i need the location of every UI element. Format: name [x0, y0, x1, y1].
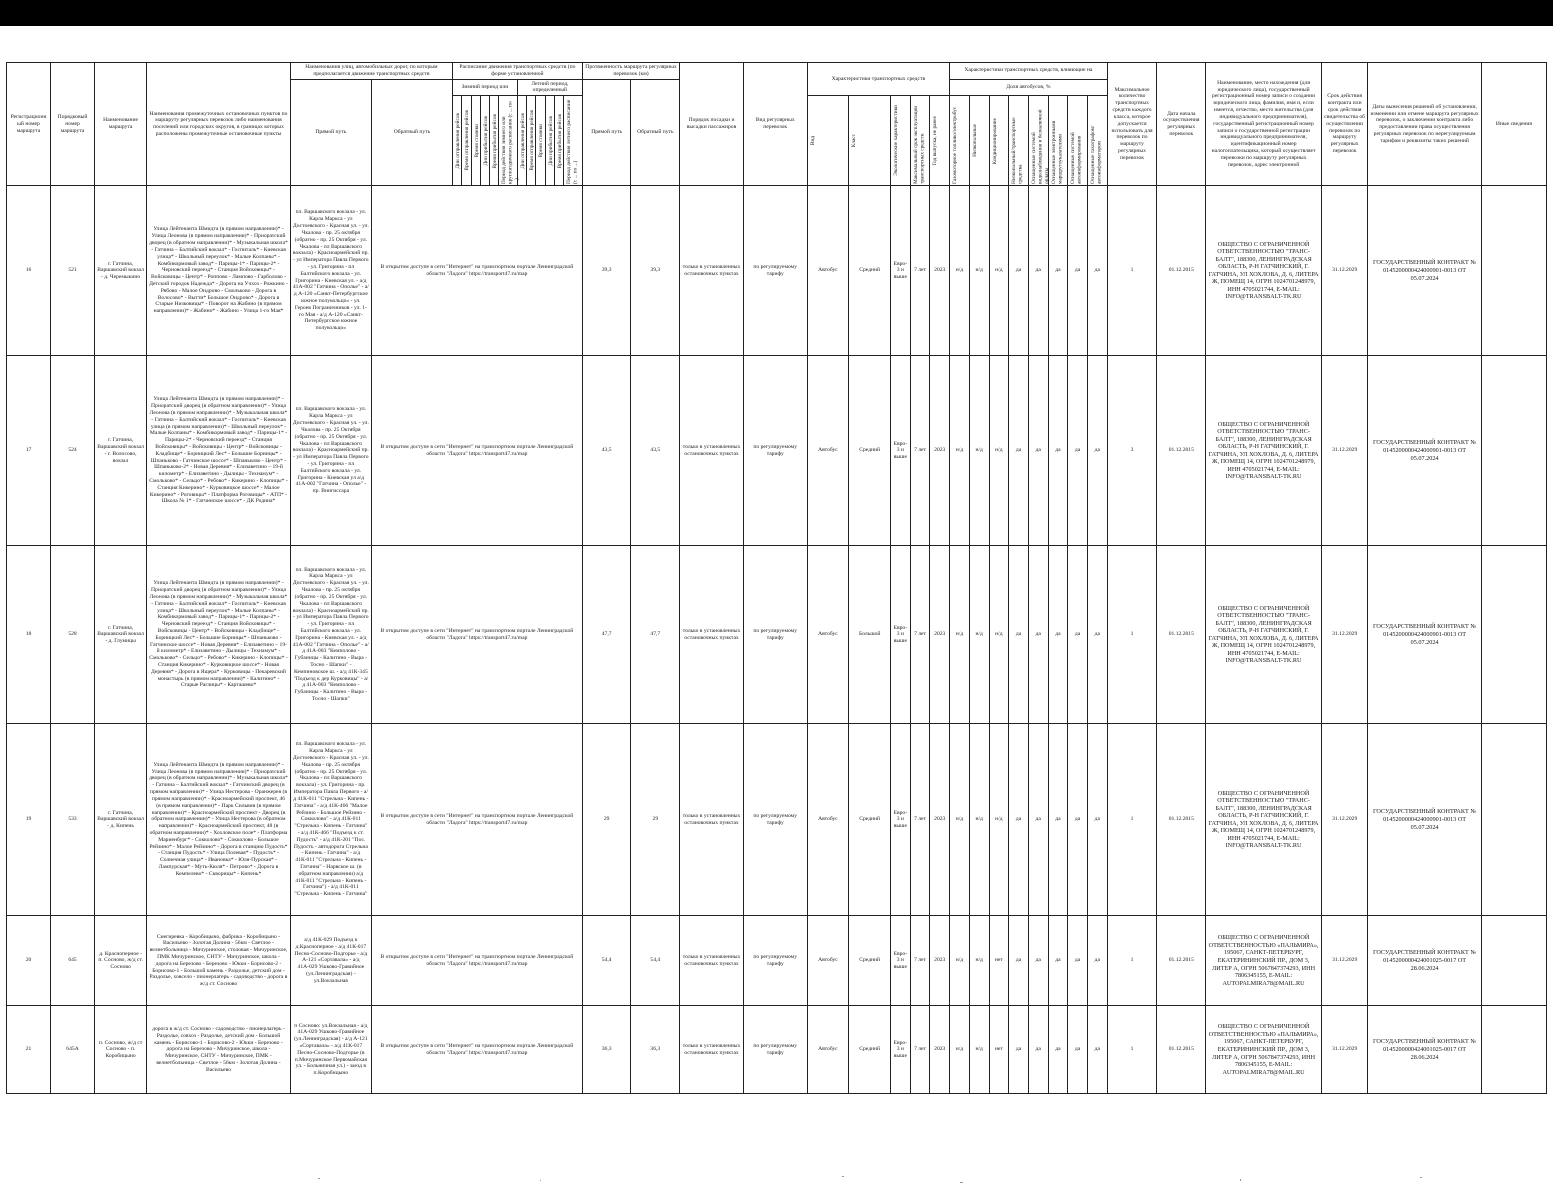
cell-length-backward: 36,3	[631, 1006, 680, 1094]
cell-length-forward: 54,4	[582, 916, 631, 1006]
cell-max-count: 1	[1107, 1006, 1157, 1094]
cell-equip-6: да	[1048, 1006, 1068, 1094]
scan-top-border	[0, 0, 1553, 26]
col-schedule-10: Дни прибытия рейсов	[545, 96, 554, 186]
cell-equip-6: да	[1048, 546, 1068, 724]
cell-reg-number: 18	[7, 546, 51, 724]
col-equip-3: Кондиционирование	[989, 96, 1009, 186]
col-vehicles-group: Характеристики транспортных средств	[807, 63, 950, 96]
col-summer: Летний период, определенный	[517, 79, 582, 96]
cell-seq-number: 521	[51, 186, 95, 356]
cell-length-forward: 47,7	[582, 546, 631, 724]
cell-route-name: г. Гатчина, Варшавский вокзал - д. Черемыкино	[95, 186, 147, 356]
cell-decision: ГОСУДАРСТВЕННЫЙ КОНТРАКТ № 0145200000424001025-0017 ОТ 28.06.2024	[1368, 1006, 1482, 1094]
col-decisions: Даты вынесения решений об установлении, изменении или отмене маршрута регулярных перевозок, о заключении контракта либо предоставлении права осуществления регулярных перевозок по нерегулируемым тарифам и реквизиты таких решений	[1368, 63, 1482, 186]
cell-equip-7: да	[1068, 916, 1088, 1006]
cell-start-date: 01.12.2015	[1157, 1006, 1206, 1094]
cell-reg-number: 20	[7, 916, 51, 1006]
col-equip-1: Газомоторное топливо/электробус	[950, 96, 970, 186]
col-schedule-3: Время стоянки	[471, 96, 480, 186]
col-veh-year: Год выпуска, не ранее	[930, 96, 950, 186]
route-register-table	[6, 62, 1547, 1094]
cell-decision: ГОСУДАРСТВЕННЫЙ КОНТРАКТ № 0145200000424001025-0017 ОТ 28.06.2024	[1368, 916, 1482, 1006]
cell-vehicle-type: Автобус	[807, 186, 849, 356]
col-schedule-group: Расписание движения транспортных средств (по форме установленной	[453, 63, 583, 80]
cell-reg-number: 16	[7, 186, 51, 356]
cell-equip-8: да	[1087, 356, 1107, 546]
col-schedule-5: Время прибытия рейсов	[490, 96, 499, 186]
cell-max-term: 7 лет	[910, 1006, 930, 1094]
cell-start-date: 01.12.2015	[1157, 916, 1206, 1006]
cell-equip-7: да	[1068, 546, 1088, 724]
cell-seq-number: 645А	[51, 1006, 95, 1094]
col-length-group: Протяженность маршрута регулярных перевозок (км)	[582, 63, 679, 80]
cell-contract-term: 31.12.2029	[1321, 916, 1367, 1006]
cell-year: 2023	[930, 186, 950, 356]
cell-eco-class: Евро-3 и выше	[891, 1006, 911, 1094]
cell-vehicle-type: Автобус	[807, 724, 849, 916]
cell-length-backward: 39,3	[631, 186, 680, 356]
cell-year: 2023	[930, 546, 950, 724]
col-reg-number: Регистрационный номер маршрута	[7, 63, 51, 186]
cell-equip-2: н/д	[969, 546, 989, 724]
cell-kind: по регулируемому тарифу	[743, 356, 807, 546]
cell-decision: ГОСУДАРСТВЕННЫЙ КОНТРАКТ № 0145200000424000901-0013 ОТ 05.07.2024	[1368, 546, 1482, 724]
col-schedule-1: Дни отправления рейсов	[453, 96, 462, 186]
cell-equip-4: да	[1009, 724, 1029, 916]
cell-equip-4: да	[1009, 1006, 1029, 1094]
cell-vehicle-class: Средний	[849, 916, 891, 1006]
col-route-name: Наименование маршрута	[95, 63, 147, 186]
cell-vehicle-type: Автобус	[807, 916, 849, 1006]
cell-max-term: 7 лет	[910, 546, 930, 724]
table-row	[7, 724, 1547, 916]
col-winter: Зимний период или	[453, 79, 518, 96]
cell-equip-6: да	[1048, 356, 1068, 546]
cell-equip-1: н/д	[950, 916, 970, 1006]
cell-equip-2: н/д	[969, 916, 989, 1006]
col-equip-5: Оснащенные системой видеонаблюдения и безналичной оплаты	[1028, 96, 1048, 186]
col-contract-term: Срок действия контракта или срок действия свидетельства об осуществлении перевозок по маршруту регулярных перевозок	[1321, 63, 1367, 186]
cell-other	[1481, 186, 1546, 356]
col-seq-number: Порядковый номер маршрута	[51, 63, 95, 186]
col-schedule-8: Время отправления рейсов	[527, 96, 536, 186]
cell-reg-number: 19	[7, 724, 51, 916]
cell-boarding: только в установленных остановочных пунктах	[680, 1006, 744, 1094]
cell-forward-path: пл. Варшавского вокзала - ул. Карла Маркса - ул Достоевского - Красная ул. - ул. Чкалова - пр. 25 октября (обратно - пр. 25 Октября - ул. Чкалова - пл Варшавского вокзала) - Красноармейский пр. - ул Императора Павла Первого - ул. Григорина - пл Балтийского вокзала - ул. Григорина - Киевская ул. - а/д 41А-002 "Гатчина - Ополье" - а/д А-120 «Санкт-Петербургское южное полукольцо» - ул. Героев Пограничников - ул. 1-го Мая - а/д А-120 «Санкт-Петербургское южное полукольцо»	[290, 186, 371, 356]
cell-start-date: 01.12.2015	[1157, 546, 1206, 724]
cell-other	[1481, 916, 1546, 1006]
cell-route-name: д. Красноперное - п. Сосново, ж/д ст. Сосново	[95, 916, 147, 1006]
cell-year: 2023	[930, 724, 950, 916]
cell-decision: ГОСУДАРСТВЕННЫЙ КОНТРАКТ № 0145200000424000901-0013 ОТ 05.07.2024	[1368, 186, 1482, 356]
scan-speckles	[0, 1172, 1553, 1190]
col-veh-class: Класс	[849, 96, 891, 186]
col-boarding: Порядок посадки и высадки пассажиров	[680, 63, 744, 186]
col-schedule-12: Период действия летнего расписания (с ... по ...)	[564, 96, 583, 186]
col-veh-eco: Экологические характеристики	[891, 96, 911, 186]
cell-equip-5: да	[1028, 1006, 1048, 1094]
cell-equip-1: н/д	[950, 546, 970, 724]
col-schedule-11: Время прибытия рейсов	[554, 96, 563, 186]
col-max-count: Максимальное количество транспортных средств каждого класса, которое допускается использовать для перевозок по маршруту регулярных перевозок	[1107, 63, 1157, 186]
cell-equip-1: н/д	[950, 724, 970, 916]
col-other: Иные сведения	[1481, 63, 1546, 186]
cell-carrier: ОБЩЕСТВО С ОГРАНИЧЕННОЙ ОТВЕТСТВЕННОСТЬЮ "ТРАНС-БАЛТ", 188300, ЛЕНИНГРАДСКАЯ ОБЛАСТЬ, Р-Н ГАТЧИНСКИЙ, Г. ГАТЧИНА, УЛ ХОХЛОВА, Д. 6, ЛИТЕРА Ж, ПОМЕЩ 14, ОГРН 1024701248979, ИНН 4705021744, E-MAIL: INFO@TRANSBALT-TK.RU	[1206, 724, 1322, 916]
col-equip-7: Оснащенные системой автоинформирования	[1068, 96, 1088, 186]
cell-equip-8: да	[1087, 1006, 1107, 1094]
cell-equip-3: нет	[989, 1006, 1009, 1094]
cell-length-backward: 43,5	[631, 356, 680, 546]
col-equip-8: Оснащенные тахографом/автоинформатором	[1087, 96, 1107, 186]
cell-backward-path: В открытом доступе в сети "Интернет" на транспортном портале Ленинградской области "Ладога" https://transport47.ru/map	[371, 186, 582, 356]
col-schedule-9: Время стоянки	[536, 96, 545, 186]
col-length-backward: Обратный путь	[631, 79, 680, 186]
cell-backward-path: В открытом доступе в сети "Интернет" на транспортном портале Ленинградской области "Ладога" https://transport47.ru/map	[371, 356, 582, 546]
cell-carrier: ОБЩЕСТВО С ОГРАНИЧЕННОЙ ОТВЕТСТВЕННОСТЬЮ "ТРАНС-БАЛТ", 188300, ЛЕНИНГРАДСКАЯ ОБЛАСТЬ, Р-Н ГАТЧИНСКИЙ, Г. ГАТЧИНА, УЛ ХОХЛОВА, Д. 6, ЛИТЕРА Ж, ПОМЕЩ 14, ОГРН 1024701248979, ИНН 4705021744, E-MAIL: INFO@TRANSBALT-TK.RU	[1206, 356, 1322, 546]
cell-vehicle-class: Средний	[849, 1006, 891, 1094]
cell-length-backward: 47,7	[631, 546, 680, 724]
cell-max-term: 7 лет	[910, 916, 930, 1006]
col-stops: Наименования промежуточных остановочных пунктов по маршруту регулярных перевозок либо наименования поселений или городских округов, в границах которых расположены промежуточные остановочные пункты	[147, 63, 291, 186]
cell-max-count: 1	[1107, 546, 1157, 724]
cell-equip-6: да	[1048, 186, 1068, 356]
cell-equip-7: да	[1068, 186, 1088, 356]
cell-max-count: 1	[1107, 186, 1157, 356]
cell-backward-path: В открытом доступе в сети "Интернет" на транспортном портале Ленинградской области "Ладога" https://transport47.ru/map	[371, 916, 582, 1006]
cell-equip-3: нет	[989, 916, 1009, 1006]
cell-year: 2023	[930, 356, 950, 546]
cell-eco-class: Евро-3 и выше	[891, 916, 911, 1006]
cell-equip-7: да	[1068, 356, 1088, 546]
cell-vehicle-type: Автобус	[807, 356, 849, 546]
cell-equip-6: да	[1048, 916, 1068, 1006]
cell-route-name: г. Гатчина, Варшавский вокзал - д. Глумицы	[95, 546, 147, 724]
cell-start-date: 01.12.2015	[1157, 356, 1206, 546]
cell-length-forward: 43,5	[582, 356, 631, 546]
cell-equip-7: да	[1068, 1006, 1088, 1094]
cell-equip-4: да	[1009, 356, 1029, 546]
table-row	[7, 1006, 1547, 1094]
cell-equip-5: да	[1028, 546, 1048, 724]
cell-reg-number: 17	[7, 356, 51, 546]
cell-route-name: г. Гатчина, Варшавский вокзал - г. Волосово, вокзал	[95, 356, 147, 546]
cell-length-backward: 29	[631, 724, 680, 916]
cell-equip-1: н/д	[950, 186, 970, 356]
cell-equip-3: н/д	[989, 356, 1009, 546]
cell-equip-2: н/д	[969, 724, 989, 916]
col-carrier: Наименование, место нахождения (для юридического лица), государственный регистрационный номер записи о создании юридического лица, фамилия, имя и, если имеется, отчество, место жительства (для индивидуального предпринимателя), государственный регистрационный номер записи о государственной регистрации индивидуального предпринимателя, идентификационный номер налогоплательщика, который осуществляет перевозки по маршруту регулярных перевозок, адрес электронной	[1206, 63, 1322, 186]
cell-equip-2: н/д	[969, 356, 989, 546]
col-schedule-7: Дни отправления рейсов	[517, 96, 526, 186]
cell-equip-8: да	[1087, 546, 1107, 724]
cell-stops: Улица Лейтенанта Шмидта (в прямом направлении)* - Улица Леонова (в прямом направлении)* - Приоратский дворец (в обратном направлении)* - Музыкальная школа* - Гатчина – Балтийский вокзал* - Гатчинский дворец (в прямом направлении)* - Улица Нестерова - Оранжерея (в прямом направлении)* - Красноармейский проспект, 46 (в прямом направлении)* - Парк Сильвия (в прямом направлении)* - Красноармейский проспект - Дворец (в обратном направлении)* - Улица Нестерова (в обратном направлении)* - Красноармейский проспект, 48 (в обратном направлении)* - Хохловское поле* - Платформа Мариенбург* - Сокколово* - Сокколово - Большое Рейзино* - Малое Рейзино* - Дорога в станцию Пудость* - Станция Пудость* - Улица Полевая* - Пудость* - Солнечная улица* - Ивановка* - Юля-Пурская* - Лампурская* - Муть-Кюля* - Петрово* - Дорога в Кемпелево* - Скворицы* - Кипень*	[147, 724, 291, 916]
col-length-forward: Прямой путь	[582, 79, 631, 186]
table-header	[7, 63, 1547, 186]
cell-forward-path: п Сосново: ул.Вокзальная - а/д 41А-029 Ушково-Гравийное (ул.Ленинградская) - а/д А-121 «Сортавала» - а/д 41К-017 Песно-Сосново-Подгорье (в п.Мичуринское Первомайская ул. - Больничная ул.) - заезд в п.Коробицыно	[290, 1006, 371, 1094]
cell-seq-number: 533	[51, 724, 95, 916]
cell-start-date: 01.12.2015	[1157, 724, 1206, 916]
cell-carrier: ОБЩЕСТВО С ОГРАНИЧЕННОЙ ОТВЕТСТВЕННОСТЬЮ «ПАЛЬМИРА», 195067, САНКТ-ПЕТЕРБУРГ, ЕКАТЕРИНИНСКИЙ ПР., ДОМ 3, ЛИТЕР А, ОГРН 5067847374293, ИНН 7806345155, E-MAIL: AUTOPALMIRA78@MAIL.RU	[1206, 916, 1322, 1006]
cell-stops: Улица Лейтенанта Шмидта (в прямом направлении)* - Приоратский дворец (в обратном направлении)* - Улица Леонова (в прямом направлении)* - Музыкальная школа* - Гатчина – Балтийский вокзал* - Госпиталь* - Киевская улица* - Школьный переулок* - Малые Колпаны* - Комбикормовый завод* - Парицы-1* - Парицы-2* - Черновский переезд* - Станция Войсковицы* - Войсковицы - Центр* - Войсковицы - Кладбище* - Борницкий Лес* - Большие Борницы* - Шпаньково - Гатчинское шоссе* - Новая Деревня* - Елизаветино – 19-й километр* - Елизаветино - Дылицы - Технамум* - Смольково* - Сельцо* - Ребово* - Кикерино - Клопицы* - Станция Кикерино* - Курковицкое шоссе* - Новая Деревня* - Дорога в Ящера* - Курковицы - Пекаревский монастырь (в прямом направлении)* - Калитино* - Старые Раглицы* - Карташево*	[147, 546, 291, 724]
cell-boarding: только в установленных остановочных пунктах	[680, 186, 744, 356]
cell-length-forward: 36,3	[582, 1006, 631, 1094]
cell-backward-path: В открытом доступе в сети "Интернет" на транспортном портале Ленинградской области "Ладога" https://transport47.ru/map	[371, 1006, 582, 1094]
cell-other	[1481, 724, 1546, 916]
cell-equip-5: да	[1028, 356, 1048, 546]
cell-eco-class: Евро-3 и выше	[891, 356, 911, 546]
table-row	[7, 186, 1547, 356]
cell-equip-7: да	[1068, 724, 1088, 916]
col-equip-sub: Доля автобусов, %	[950, 79, 1108, 96]
cell-other	[1481, 356, 1546, 546]
cell-equip-5: да	[1028, 724, 1048, 916]
cell-forward-path: пл. Варшавского вокзала - ул. Карла Маркса - ул Достоевского - Красная ул. - ул. Чкалова - пр. 25 октября (обратно - пр. 25 Октября - ул. Чкалова - пл Варшавского вокзала) - ул. Григорина - пр. Императора Павла Первого - а/д 41К-011 "Стрельна - Кипень - Гатчина" - а/д 41К-466 "Малое Рейзино - Большое Рейзино - Сокколово" - а/д 41К-011 "Стрельна - Кипень - Гатчина" - а/д 41К-466 "Подъезд к ст. Пудость" - а/д 41К-201 "Пос. Пудость - автодорога Стрельна - Кипень - Гатчина" - а/д 41К-011 "Стрельна - Кипень - Гатчина" - Нарвское ш. (в обратном направлении) а/д 41К-011 "Стрельна - Кипень - Гатчина") - а/д 41К-011 "Стрельна - Кипень - Гатчина"	[290, 724, 371, 916]
cell-equip-4: да	[1009, 546, 1029, 724]
cell-other	[1481, 546, 1546, 724]
cell-equip-5: да	[1028, 916, 1048, 1006]
cell-backward-path: В открытом доступе в сети "Интернет" на транспортном портале Ленинградской области "Ладога" https://transport47.ru/map	[371, 546, 582, 724]
col-equip-4: Низкопольный/транспортные средства	[1009, 96, 1029, 186]
col-kind: Вид регулярных перевозок	[743, 63, 807, 186]
cell-stops: Улица Лейтенанта Шмидта (в прямом направлении)* - Улица Леонова (в прямом направлении)* - Приоратский дворец (в обратном направлении)* - Музыкальная школа* - Гатчина – Балтийский вокзал* - Госпиталь* - Киевская улица* - Школьный переулок* - Малые Колпаны* - Комбикормовый завод* - Парицы-1* - Парицы-2* - Черновский переезд* - Станция Войсковицы* - Войсковицы - Центр* - Роппово - Лампово - Гарболово - Детский городок Надежда* - Дорога на Учхоз - Рожкино - Рябово - Малое Ондрово - Смольково - Дорога в Волосово* - Вытти* Большое Ондрово* - Дорога в Старые Низковицы* - Поворот на Жабино (в прямом направлении)* - Жабино* - Жабино - Улица 1-го Мая*	[147, 186, 291, 356]
cell-stops: Улица Лейтенанта Шмидта (в прямом направлении)* - Приоратский дворец (в обратном направлении)* - Улица Леонова (в прямом направлении)* - Музыкальная школа* - Гатчина – Балтийский вокзал* - Госпиталь* - Киевская улица (в прямом направлении)* - Школьный переулок* - Малые Колпаны* - Комбикормовый завод* - Парицы-1* - Парицы-2* - Черновский переезд* - Станция Войсковицы* - Войсковицы - Центр* - Войсковицы - Кладбище* - Борницкий Лес* - Большие Борницы* - Шпаньково - Гатчинское шоссе* - Шпаньково - Центр* - Шпаньково-2* - Новая Деревня* - Елизаветино – 19-й километр* - Елизаветино - Дылицы - Технамум* - Смольково* - Сельцо* - Ребово* - Кикерино - Клопицы* - Станция Кикерино* - Курковицкое шоссе* - Малое Кикерино* - Роговицы* - Платформа Роговицы* - АТП* - Школа № 1* - Гатчинское шоссе* - ДК Родина*	[147, 356, 291, 546]
cell-decision: ГОСУДАРСТВЕННЫЙ КОНТРАКТ № 0145200000424000901-0013 ОТ 05.07.2024	[1368, 356, 1482, 546]
cell-equip-1: н/д	[950, 1006, 970, 1094]
cell-vehicle-class: Средний	[849, 356, 891, 546]
cell-reg-number: 21	[7, 1006, 51, 1094]
cell-seq-number: 645	[51, 916, 95, 1006]
cell-backward-path: В открытом доступе в сети "Интернет" на транспортном портале Ленинградской области "Ладога" https://transport47.ru/map	[371, 724, 582, 916]
cell-carrier: ОБЩЕСТВО С ОГРАНИЧЕННОЙ ОТВЕТСТВЕННОСТЬЮ "ТРАНС-БАЛТ", 188300, ЛЕНИНГРАДСКАЯ ОБЛАСТЬ, Р-Н ГАТЧИНСКИЙ, Г. ГАТЧИНА, УЛ ХОХЛОВА, Д. 6, ЛИТЕРА Ж, ПОМЕЩ 14, ОГРН 1024701248979, ИНН 4705021744, E-MAIL: INFO@TRANSBALT-TK.RU	[1206, 546, 1322, 724]
cell-max-term: 7 лет	[910, 356, 930, 546]
cell-equip-8: да	[1087, 724, 1107, 916]
cell-length-forward: 39,3	[582, 186, 631, 356]
col-veh-type: Вид	[807, 96, 849, 186]
cell-max-count: 3	[1107, 356, 1157, 546]
cell-eco-class: Евро-3 и выше	[891, 546, 911, 724]
cell-boarding: только в установленных остановочных пунктах	[680, 916, 744, 1006]
col-veh-term: Максимальный срок эксплуатации транспортных средств	[910, 96, 930, 186]
cell-vehicle-type: Автобус	[807, 1006, 849, 1094]
cell-forward-path: а/д 41К-029 Подъезд к д.Красноперное - а/д 41К-017 Песно-Сосново-Подгорье - а/д А-121 «Сортавала» - а/д 41А-029 Ушково-Гравийное (ул.Ленинградская) - ул.Вокзальная	[290, 916, 371, 1006]
cell-start-date: 01.12.2015	[1157, 186, 1206, 356]
cell-contract-term: 31.12.2029	[1321, 546, 1367, 724]
cell-contract-term: 31.12.2029	[1321, 186, 1367, 356]
cell-equip-4: да	[1009, 186, 1029, 356]
cell-max-term: 7 лет	[910, 724, 930, 916]
cell-vehicle-class: Средний	[849, 724, 891, 916]
col-equip-6: Оснащенные электронными маршрутоуказателями	[1048, 96, 1068, 186]
cell-equip-2: н/д	[969, 186, 989, 356]
cell-equip-4: да	[1009, 916, 1029, 1006]
cell-eco-class: Евро-3 и выше	[891, 724, 911, 916]
table-body	[7, 186, 1547, 1094]
cell-max-term: 7 лет	[910, 186, 930, 356]
col-equip-2: Низкопольные	[969, 96, 989, 186]
cell-equip-6: да	[1048, 724, 1068, 916]
cell-carrier: ОБЩЕСТВО С ОГРАНИЧЕННОЙ ОТВЕТСТВЕННОСТЬЮ "ТРАНС-БАЛТ", 188300, ЛЕНИНГРАДСКАЯ ОБЛАСТЬ, Р-Н ГАТЧИНСКИЙ, Г. ГАТЧИНА, УЛ ХОХЛОВА, Д. 6, ЛИТЕРА Ж, ПОМЕЩ 14, ОГРН 1024701248979, ИНН 4705021744, E-MAIL: INFO@TRANSBALT-TK.RU	[1206, 186, 1322, 356]
col-equip-group: Характеристики транспортных средств, влияющие на	[950, 63, 1108, 80]
cell-vehicle-class: Большой	[849, 546, 891, 724]
col-schedule-4: Дни прибытия рейсов	[480, 96, 489, 186]
cell-year: 2023	[930, 1006, 950, 1094]
route-register-sheet	[6, 62, 1547, 1094]
cell-vehicle-type: Автобус	[807, 546, 849, 724]
cell-length-backward: 54,4	[631, 916, 680, 1006]
col-streets-group: Наименования улиц, автомобильных дорог, по которым предполагается движение транспортных средств	[290, 63, 452, 80]
cell-kind: по регулируемому тарифу	[743, 724, 807, 916]
cell-route-name: п. Сосново, ж/д ст Сосново - п. Коробицыно	[95, 1006, 147, 1094]
cell-equip-8: да	[1087, 186, 1107, 356]
cell-length-forward: 29	[582, 724, 631, 916]
cell-stops: Снегиревка - Коробицыно, фабрика - Коробицыно - Васильево - Золотая Долина - 56км - Светлое - велнетбольница - Мичуринское, столовая - Мичуринское, ПМК Мичуринское, СНТУ - Мичуринское, школа - дорога на Березово - Березово - Юкки - Борисово-2 - Борисово-1 - Большой камень - Раздолье, детский дом - Раздолье, ховсело - пионерлагерь - садоводство - дорога в ж/д ст. Сосново	[147, 916, 291, 1006]
cell-kind: по регулируемому тарифу	[743, 186, 807, 356]
cell-kind: по регулируемому тарифу	[743, 546, 807, 724]
col-backward: Обратный путь	[371, 79, 452, 186]
col-schedule-6: Период действия зимнего или круглогодичного расписания (с ... по ...)	[499, 96, 518, 186]
cell-boarding: только в установленных остановочных пунктах	[680, 356, 744, 546]
cell-forward-path: пл. Варшавского вокзала - ул. Карла Маркса - ул Достоевского - Красная ул. - ул. Чкалова - пр. 25 Октября (обратно - пр. 25 Октября - ул. Чкалова - пл Варшавского вокзала) - Красноармейский пр. - ул Императора Павла Первого - ул. Григорина - пл Балтийского вокзала - ул. Григорина - Киевская ул а/д 41А-002 "Гатчина - Ополье" - пр. Вингиссара	[290, 356, 371, 546]
cell-other	[1481, 1006, 1546, 1094]
table-row	[7, 546, 1547, 724]
col-schedule-2: Время отправления рейсов	[462, 96, 471, 186]
cell-eco-class: Евро-3 и выше	[891, 186, 911, 356]
cell-seq-number: 524	[51, 356, 95, 546]
cell-contract-term: 31.12.2029	[1321, 1006, 1367, 1094]
cell-year: 2023	[930, 916, 950, 1006]
cell-decision: ГОСУДАРСТВЕННЫЙ КОНТРАКТ № 0145200000424000901-0013 ОТ 05.07.2024	[1368, 724, 1482, 916]
cell-equip-3: н/д	[989, 186, 1009, 356]
cell-vehicle-class: Средний	[849, 186, 891, 356]
col-forward: Прямой путь	[290, 79, 371, 186]
table-row	[7, 356, 1547, 546]
cell-equip-3: н/д	[989, 546, 1009, 724]
cell-kind: по регулируемому тарифу	[743, 1006, 807, 1094]
cell-max-count: 1	[1107, 916, 1157, 1006]
cell-contract-term: 31.12.2029	[1321, 724, 1367, 916]
cell-equip-1: н/д	[950, 356, 970, 546]
cell-equip-8: да	[1087, 916, 1107, 1006]
cell-contract-term: 31.12.2029	[1321, 356, 1367, 546]
col-start-date: Дата начала осуществления регулярных перевозок	[1157, 63, 1206, 186]
cell-boarding: только в установленных остановочных пунктах	[680, 546, 744, 724]
cell-max-count: 1	[1107, 724, 1157, 916]
cell-carrier: ОБЩЕСТВО С ОГРАНИЧЕННОЙ ОТВЕТСТВЕННОСТЬЮ «ПАЛЬМИРА», 195067, САНКТ-ПЕТЕРБУРГ, ЕКАТЕРИНИНСКИЙ ПР., ДОМ 3, ЛИТЕР А, ОГРН 5067847374293, ИНН 7806345155, E-MAIL: AUTOPALMIRA78@MAIL.RU	[1206, 1006, 1322, 1094]
cell-route-name: г. Гатчина, Варшавский вокзал - д. Кипень	[95, 724, 147, 916]
cell-seq-number: 528	[51, 546, 95, 724]
cell-forward-path: пл. Варшавского вокзала - ул. Карла Маркса - ул Достоевского - Красная ул. - ул. Чкалова - пр. 25 октября (обратно - пр. 25 Октября - ул. Чкалова - пл Варшавского вокзала) - Красноармейский пр. - ул Императора Павла Первого - ул. Григорина - пл Балтийского вокзала - ул. Григорина - Киевская ул. - а/д 41А-002 "Гатчина - Ополье" - а/д 41А-003 "Кемполово - Губаницы - Калитино - Выра - Тосно - Шапки" - Кемпиновское ш. - а/д 41К-345 "Подъезд к дер Курковицы" - а/д 41А-003 "Кемполово - Губаницы - Калитино - Выра - Тосно - Шапки"	[290, 546, 371, 724]
cell-boarding: только в установленных остановочных пунктах	[680, 724, 744, 916]
cell-equip-5: да	[1028, 186, 1048, 356]
cell-kind: по регулируемому тарифу	[743, 916, 807, 1006]
cell-equip-3: н/д	[989, 724, 1009, 916]
cell-stops: дорога в ж/д ст. Сосново - садоводство - пионерлагерь - Раздолье, совхоз - Раздолье, детский дом - Большой камень - Борисово-1 - Борисово-2 - Юкки - Березово - дорога на Березово - Мичуринское, школа - Мичуринское, СНТУ - Мичуринское, ПМК - велнетбольница - Светлое - 56км - Золотая Долина - Васильево	[147, 1006, 291, 1094]
cell-equip-2: н/д	[969, 1006, 989, 1094]
table-row	[7, 916, 1547, 1006]
